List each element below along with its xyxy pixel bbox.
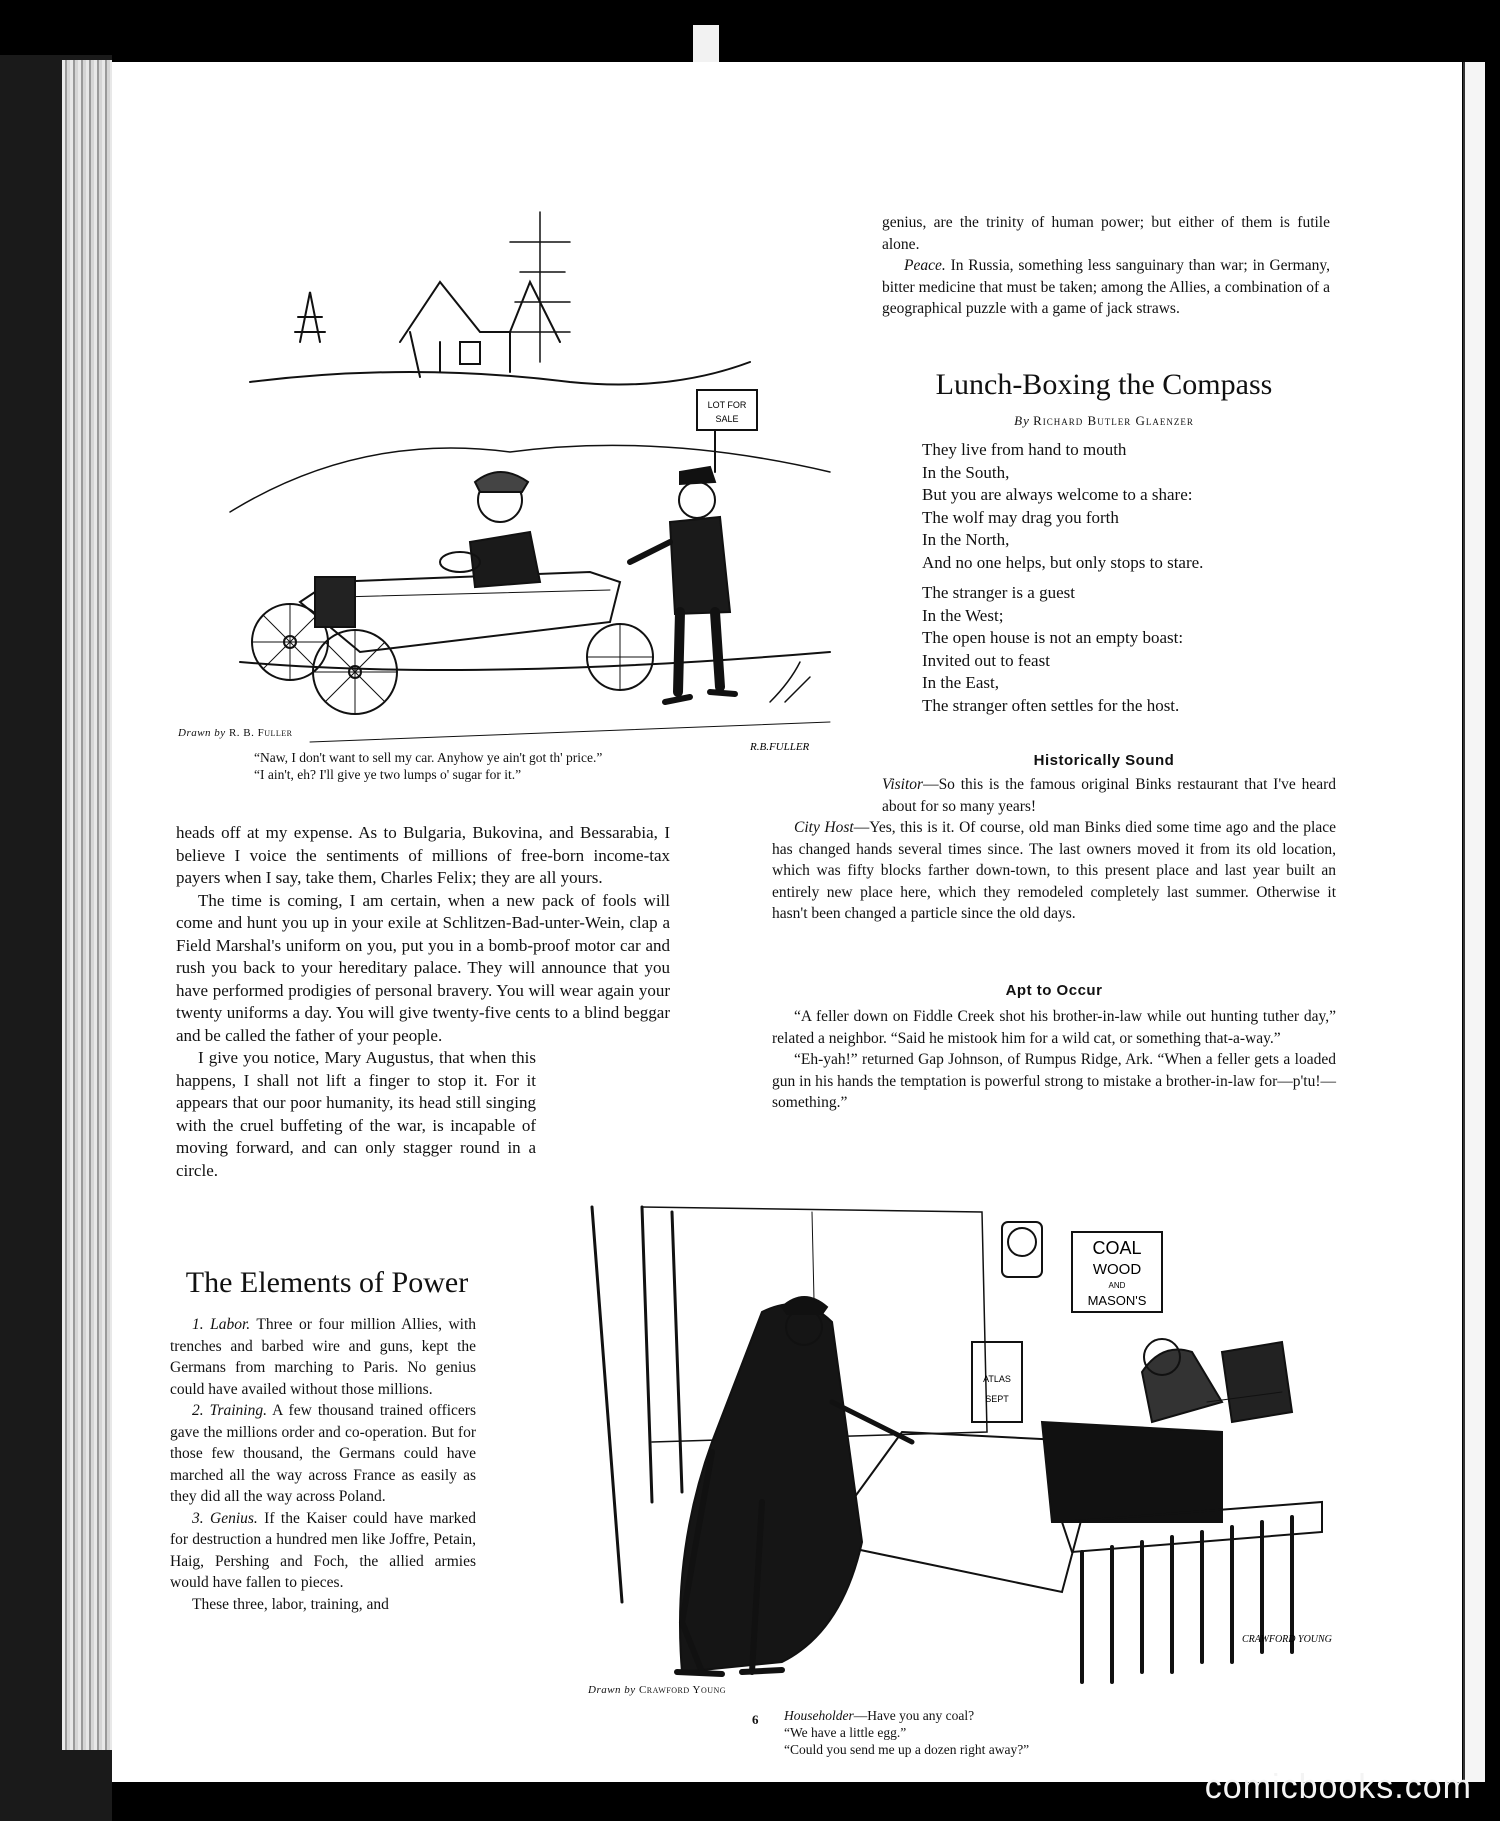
poem-line: The open house is not an empty boast:	[922, 628, 1184, 647]
poem-line: In the North,	[922, 530, 1010, 549]
sign-line-2: SALE	[715, 414, 739, 424]
credit-name: Crawford Young	[638, 1684, 727, 1696]
poem-line: In the South,	[922, 462, 1010, 482]
artist-signature: CRAWFORD YOUNG	[1242, 1634, 1332, 1645]
poem-stanza-2	[922, 582, 1183, 717]
cartoon1-credit	[178, 727, 293, 739]
right-column-intro	[882, 212, 1330, 320]
apt-to-occur-text	[772, 1006, 1336, 1114]
item-genius: 3. Genius. If the Kaiser could have marked for destruction a hundred men like Joffre, Petain, Haig, Pershing and Foch, the allied armies would have fallen to pieces.	[170, 1509, 476, 1591]
poem-line: The stranger is a guest	[922, 583, 1075, 602]
peace-paragraph: Peace. In Russia, something less sanguinary than war; in Germany, bitter medicine that must be taken; among the Allies, a combination of a geographical puzzle with a game of jack straws.	[882, 257, 1330, 317]
closing-line: These three, labor, training, and	[192, 1595, 389, 1613]
credit-prefix: Drawn by	[178, 727, 226, 739]
poem-line: The wolf may drag you forth	[922, 507, 1119, 527]
section-title-historically-sound: Historically Sound	[1033, 752, 1175, 769]
section-title-apt-to-occur: Apt to Occur	[1005, 982, 1103, 999]
coal-sign-line: MASON'S	[1087, 1293, 1147, 1308]
caption-line: Householder—Have you any coal?	[784, 1708, 975, 1723]
calendar-label: ATLAS	[983, 1374, 1011, 1384]
page-number: 6	[752, 1712, 759, 1727]
paragraph: “A feller down on Fiddle Creek shot his brother-in-law while out hunting tuther day,” related a neighbor. “Said he mistook him for a wild cat, or something that-a-way.”	[772, 1008, 1336, 1047]
poem-stanza-1	[922, 439, 1203, 574]
credit-prefix: Drawn by	[588, 1684, 636, 1696]
coal-sign-line: AND	[1108, 1281, 1126, 1290]
poem-line: And no one helps, but only stops to stare.	[922, 552, 1204, 572]
poem-line: The stranger often settles for the host.	[922, 695, 1180, 715]
credit-name: R. B. Fuller	[228, 727, 293, 739]
caption-line: “We have a little egg.”	[784, 1725, 907, 1740]
paragraph: “Eh-yah!” returned Gap Johnson, of Rumpus Ridge, Ark. “When a feller gets a loaded gun in his hands the temptation is powerful strong to mistake a brother-in-law for—p'tu!—something.”	[772, 1051, 1336, 1111]
elements-of-power-text	[170, 1314, 476, 1615]
calendar-label: SEPT	[985, 1394, 1009, 1404]
left-column-text	[176, 822, 670, 1182]
poem-line: In the West;	[922, 605, 1004, 625]
next-page-edge	[1463, 62, 1485, 1782]
coal-sign-line: COAL	[1092, 1238, 1142, 1258]
coal-sign-line: WOOD	[1092, 1261, 1142, 1278]
item-labor: 1. Labor. Three or four million Allies, with trenches and barbed wire and guns, kept the Germans from marching to Paris. No genius could have availed without those millions.	[170, 1316, 477, 1398]
paragraph: heads off at my expense. As to Bulgaria, Bukovina, and Bessarabia, I believe I voice the sentiments of millions of free-born income-tax payers when I say, take them, Charles Felix; they are all yours.	[176, 823, 670, 887]
caption-line: “Could you send me up a dozen right away?”	[784, 1742, 1030, 1757]
site-watermark: comicbooks.com	[1204, 1768, 1472, 1806]
item-training: 2. Training. A few thousand trained officers gave the millions order and co-operation. But for those few thousand, the Germans could have marched all the way across France as easily as they did all the way across Poland.	[170, 1402, 476, 1505]
poem-title: Lunch-Boxing the Compass	[935, 368, 1273, 401]
book-binding-edge	[62, 60, 112, 1750]
historically-sound-text	[772, 774, 1336, 925]
cartoon2-credit	[588, 1684, 726, 1696]
visitor-line: Visitor—So this is the famous original Binks restaurant that I've heard about for so many years!	[882, 776, 1336, 815]
continuation-text: genius, are the trinity of human power; but either of them is futile alone.	[882, 214, 1330, 253]
section-title-elements-of-power: The Elements of Power	[185, 1266, 469, 1299]
cartoon-coal-office	[582, 1202, 1342, 1692]
cartoon2-caption	[784, 1707, 1264, 1758]
paragraph: I give you notice, Mary Augustus, that when this happens, I shall not lift a finger to stop it. For it appears that our poor humanity, its head still singing with the cruel buffeting of the war, is incapable of moving forward, and can only stagger round in a circle.	[176, 1048, 536, 1180]
poem-line: Invited out to feast	[922, 650, 1050, 670]
page-tab	[693, 25, 719, 67]
caption-line: “I ain't, eh? I'll give ye two lumps o' sugar for it.”	[254, 767, 522, 782]
poem-line: But you are always welcome to a share:	[922, 485, 1193, 504]
poem-line: They live from hand to mouth	[922, 440, 1127, 459]
poem-byline: By Richard Butler Glaenzer	[1014, 413, 1194, 428]
poem-line: In the East,	[922, 673, 999, 692]
magazine-page	[112, 62, 1462, 1782]
artist-signature: R.B.FULLER	[750, 741, 810, 753]
host-line: City Host—Yes, this is it. Of course, old man Binks died some time ago and the place has changed hands several times since. The last owners moved it from its old location, which was fifty blocks farther down-town, to this present place and last year built an entirely new place here, which they remodeled completely last summer. Otherwise it hasn't been changed a particle since the old days.	[772, 819, 1336, 922]
sign-line-1: LOT FOR	[707, 400, 747, 410]
caption-line: “Naw, I don't want to sell my car. Anyhow ye ain't got th' price.”	[254, 750, 603, 765]
paragraph: The time is coming, I am certain, when a new pack of fools will come and hunt you up in your exile at Schlitzen-Bad-unter-Wein, clap a Field Marshal's uniform on you, put you in a bomb-proof motor car and rush you back to your hereditary palace. They will announce that you have performed prodigies of personal bravery. You will wear again your twenty uniforms a day. You will give twenty-five cents to a blind beggar and be called the father of your people.	[176, 890, 670, 1045]
cartoon-boys-toy-car	[210, 182, 850, 782]
